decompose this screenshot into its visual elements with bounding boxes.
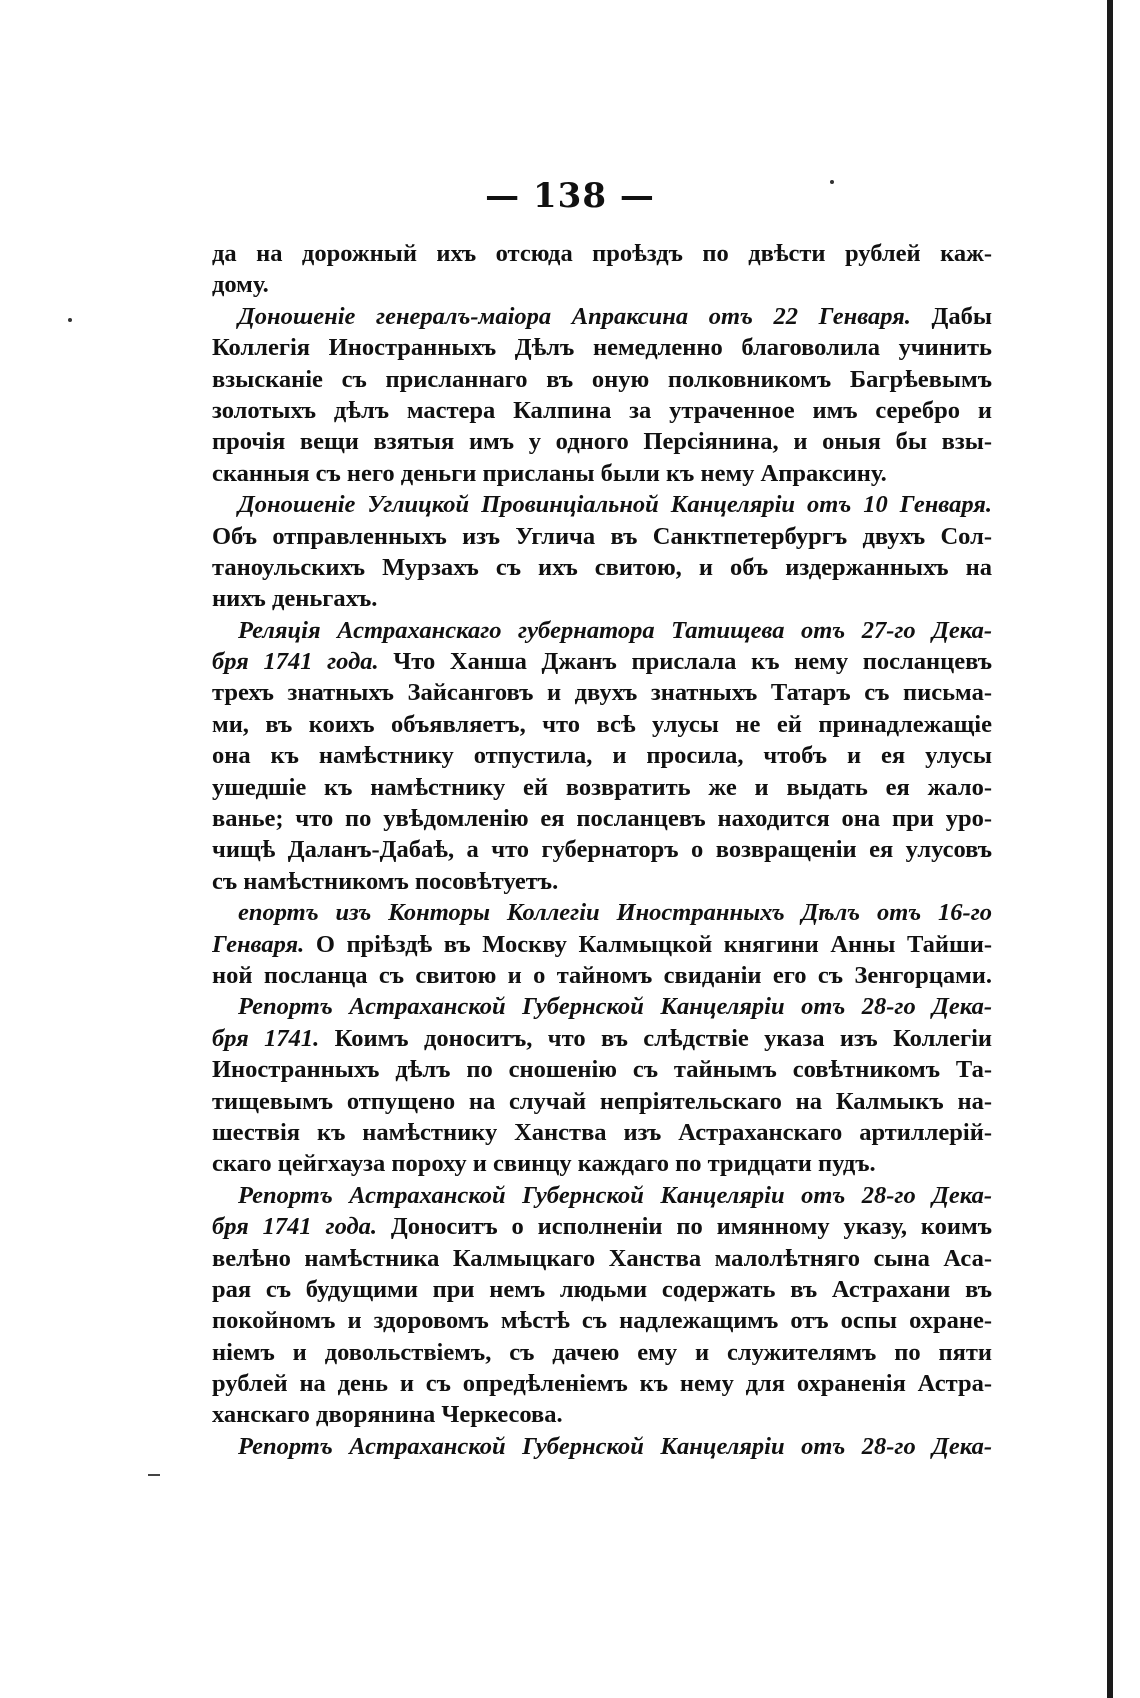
text-line (212, 834, 992, 865)
text-line (212, 1023, 992, 1054)
line-text: Доноситъ о исполненіи по имянному указу, коимъ (377, 1213, 992, 1241)
text-line (212, 960, 992, 991)
line-text: О пріѣздѣ въ Москву Калмыцкой княгини Анны Тайши- (304, 930, 992, 958)
line-text: скаго цейгхауза пороху и свинцу каждаго по тридцати пудъ. (212, 1150, 876, 1178)
line-text: ми, въ коихъ объявляетъ, что всѣ улусы не ей принадлежащіе (212, 710, 992, 738)
text-line (212, 1305, 992, 1336)
document-body (212, 238, 992, 1462)
text-line (212, 458, 992, 489)
page-number: — 138 — (485, 176, 655, 216)
text-line (212, 646, 992, 677)
scan-speck (68, 318, 72, 322)
text-line (212, 897, 992, 928)
text-line (212, 929, 992, 960)
text-line (212, 1117, 992, 1148)
line-text: Что Ханша Джанъ прислала къ нему посланцевъ (378, 648, 992, 676)
document-title-italic: Доношеніе генералъ-маіора Апраксина отъ 22 Генваря. (238, 302, 911, 330)
text-line (212, 301, 992, 332)
text-line (212, 1054, 992, 1085)
line-text: ханскаго дворянина Черкесова. (212, 1401, 563, 1429)
line-text: ушедшіе къ намѣстнику ей возвратить же и выдать ея жало- (212, 773, 992, 801)
line-text: покойномъ и здоровомъ мѣстѣ съ надлежащимъ отъ оспы охране- (212, 1307, 992, 1335)
line-text: ніемъ и довольствіемъ, съ дачею ему и служителямъ по пяти (212, 1338, 992, 1366)
line-text: золотыхъ дѣлъ мастера Калпина за утраченное имъ серебро и (212, 396, 992, 424)
text-line (212, 1368, 992, 1399)
line-text: Иностранныхъ дѣлъ по сношенію съ тайнымъ совѣтникомъ Та- (212, 1056, 992, 1084)
document-title-italic: бря 1741 года. (212, 1213, 378, 1241)
text-line (212, 1274, 992, 1305)
document-title-italic: Реляція Астраханскаго губернатора Татищева отъ 27-го Дека- (238, 616, 992, 644)
text-line (212, 772, 992, 803)
text-line (212, 426, 992, 457)
text-line (212, 991, 992, 1022)
line-text: ванье; что по увѣдомленію ея посланцевъ находится она при уро- (212, 805, 992, 833)
line-text: ной посланца съ свитою и о тайномъ свиданіи его съ Зенгорцами. (212, 961, 992, 989)
document-title-italic: епортъ изъ Конторы Коллегіи Иностранныхъ Дѣлъ отъ 16-го (238, 899, 992, 927)
text-line (212, 269, 992, 300)
document-title-italic: бря 1741 года. (212, 648, 379, 676)
scan-mark (148, 1474, 160, 1476)
text-line (212, 709, 992, 740)
line-text: таноульскихъ Мурзахъ съ ихъ свитою, и объ издержанныхъ на (212, 553, 992, 581)
text-line (212, 332, 992, 363)
text-line (212, 364, 992, 395)
text-line (212, 615, 992, 646)
document-title-italic: Доношеніе Углицкой Провинціальной Канцеляріи отъ 10 Генваря. (238, 491, 992, 519)
line-text: прочія вещи взятыя имъ у одного Персіянина, и оныя бы взы- (212, 428, 992, 456)
text-line (212, 1180, 992, 1211)
text-line (212, 552, 992, 583)
text-line (212, 677, 992, 708)
text-line (212, 1431, 992, 1462)
text-line (212, 1243, 992, 1274)
text-line (212, 395, 992, 426)
text-line (212, 1399, 992, 1430)
line-text: Коллегія Иностранныхъ Дѣлъ немедленно благоволила учинить (212, 334, 992, 362)
text-line (212, 740, 992, 771)
line-text: дому. (212, 271, 269, 299)
text-line (212, 1148, 992, 1179)
text-line (212, 583, 992, 614)
line-text: Коимъ доноситъ, что въ слѣдствіе указа изъ Коллегіи (319, 1024, 992, 1052)
line-text: велѣно намѣстника Калмыцкаго Ханства малолѣтняго сына Аса- (212, 1244, 992, 1272)
line-text: трехъ знатныхъ Зайсанговъ и двухъ знатныхъ Татаръ съ письма- (212, 679, 992, 707)
text-line (212, 238, 992, 269)
document-title-italic: Репортъ Астраханской Губернской Канцеляріи отъ 28-го Дека- (238, 1181, 992, 1209)
line-text: рублей на день и съ опредѣленіемъ къ нему для охраненія Астра- (212, 1370, 992, 1398)
line-text: нихъ деньгахъ. (212, 585, 378, 613)
line-text: она къ намѣстнику отпустила, и просила, чтобъ и ея улусы (212, 742, 992, 770)
text-line (212, 1086, 992, 1117)
line-text: шествія къ намѣстнику Ханства изъ Астраханскаго артиллерій- (212, 1118, 992, 1146)
document-title-italic: Репортъ Астраханской Губернской Канцеляріи отъ 28-го Дека- (238, 1432, 992, 1460)
line-text: рая съ будущими при немъ людьми содержать въ Астрахани въ (212, 1275, 992, 1303)
line-text: съ намѣстникомъ посовѣтуетъ. (212, 867, 559, 895)
line-text: тищевымъ отпущено на случай непріятельскаго на Калмыкъ на- (212, 1087, 992, 1115)
text-line (212, 521, 992, 552)
line-text: взысканіе съ присланнаго въ оную полковникомъ Багрѣевымъ (212, 365, 992, 393)
text-line (212, 803, 992, 834)
line-text: чищѣ Даланъ-Дабаѣ, а что губернаторъ о возвращеніи ея улусовъ (212, 836, 992, 864)
line-text: Объ отправленныхъ изъ Углича въ Санктпетербургъ двухъ Сол- (212, 522, 992, 550)
document-title-italic: бря 1741. (212, 1024, 320, 1052)
text-line (212, 489, 992, 520)
text-line (212, 866, 992, 897)
text-line (212, 1337, 992, 1368)
document-title-italic: Генваря. (212, 930, 305, 958)
document-title-italic: Репортъ Астраханской Губернской Канцеляріи отъ 28-го Дека- (238, 993, 992, 1021)
line-text: да на дорожный ихъ отсюда проѣздъ по двѣсти рублей каж- (212, 240, 992, 267)
text-line (212, 1211, 992, 1242)
page-edge-line (1107, 0, 1113, 1698)
line-text: сканныя съ него деньги присланы были къ нему Апраксину. (212, 459, 887, 487)
line-text: Дабы (910, 302, 992, 330)
